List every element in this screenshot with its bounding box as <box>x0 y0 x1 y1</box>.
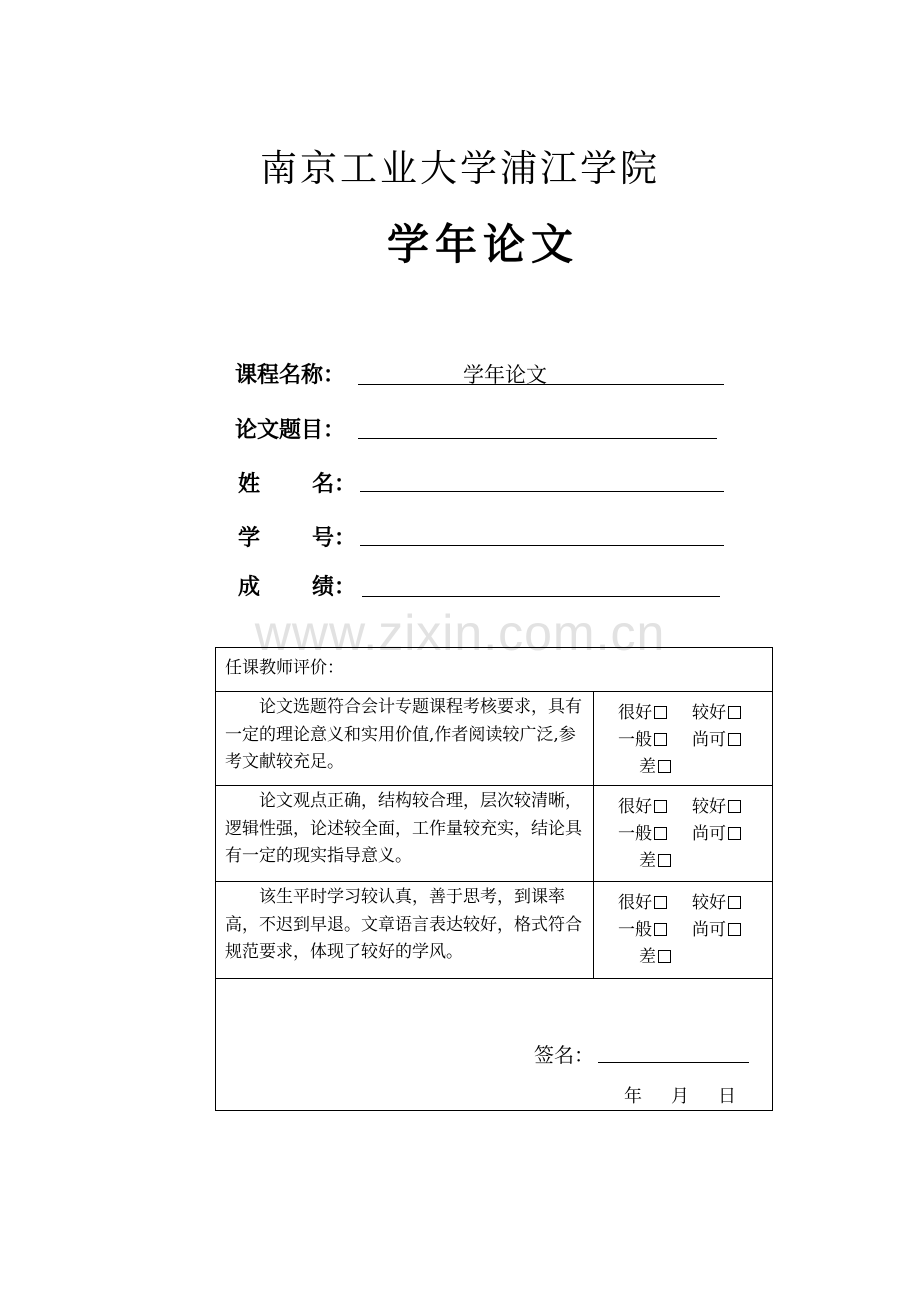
course-name-label: 课程名称： <box>235 363 346 388</box>
checkbox-icon[interactable] <box>658 854 671 867</box>
rating-label: 一般 <box>618 920 652 940</box>
student-id-label-second: 号： <box>312 526 357 551</box>
watermark: www.zixin.com.cn <box>254 605 666 661</box>
checkbox-icon[interactable] <box>654 800 667 813</box>
table-column-divider <box>593 691 594 978</box>
checkbox-icon[interactable] <box>658 950 671 963</box>
rating-label: 尚可 <box>692 920 726 940</box>
checkbox-icon[interactable] <box>654 923 667 936</box>
rating-label: 差 <box>639 757 656 777</box>
table-divider <box>216 785 772 786</box>
name-label-second: 名： <box>312 472 357 497</box>
rating-fair-3[interactable] <box>692 915 741 940</box>
table-divider <box>216 978 772 979</box>
rating-very-good-3[interactable] <box>618 888 667 913</box>
date-day-label: 日 <box>718 1086 736 1107</box>
name-underline <box>360 491 724 492</box>
checkbox-icon[interactable] <box>654 827 667 840</box>
rating-average-2[interactable] <box>618 819 667 844</box>
rating-poor-3[interactable] <box>639 942 671 967</box>
checkbox-icon[interactable] <box>654 896 667 909</box>
signature-label: 签名： <box>534 1043 594 1067</box>
signature-underline[interactable] <box>598 1062 749 1063</box>
rating-label: 尚可 <box>692 730 726 750</box>
checkbox-icon[interactable] <box>654 733 667 746</box>
table-divider <box>216 691 772 692</box>
rating-label: 较好 <box>692 797 726 817</box>
student-id-underline <box>360 545 724 546</box>
evaluation-comment-1: 论文选题符合会计专题课程考核要求，具有一定的理论意义和实用价值,作者阅读较广泛,参考文献较充足。 <box>225 697 582 772</box>
rating-label: 较好 <box>692 703 726 723</box>
evaluation-table <box>215 647 773 1111</box>
student-id-label-first: 学 <box>238 526 261 551</box>
checkbox-icon[interactable] <box>654 706 667 719</box>
evaluation-header: 任课教师评价： <box>225 658 344 678</box>
name-label-first: 姓 <box>238 472 261 497</box>
rating-label: 尚可 <box>692 824 726 844</box>
topic-underline <box>358 438 717 439</box>
rating-fair-2[interactable] <box>692 819 741 844</box>
rating-label: 很好 <box>618 893 652 913</box>
table-divider <box>216 881 772 882</box>
rating-label: 一般 <box>618 824 652 844</box>
rating-label: 很好 <box>618 797 652 817</box>
rating-label: 较好 <box>692 893 726 913</box>
rating-good-2[interactable] <box>692 792 741 817</box>
rating-average-1[interactable] <box>618 725 667 750</box>
checkbox-icon[interactable] <box>728 706 741 719</box>
date-year-label: 年 <box>624 1086 642 1107</box>
grade-underline <box>362 596 720 597</box>
school-name: 南京工业大学浦江学院 <box>260 147 660 190</box>
rating-good-1[interactable] <box>692 698 741 723</box>
checkbox-icon[interactable] <box>728 827 741 840</box>
evaluation-comment-2: 论文观点正确，结构较合理，层次较清晰，逻辑性强，论述较全面，工作量较充实，结论具有一定的现实指导意义。 <box>225 791 582 866</box>
evaluation-comment-3: 该生平时学习较认真，善于思考，到课率高，不迟到早退。文章语言表达较好，格式符合规范要求，体现了较好的学风。 <box>225 887 582 962</box>
rating-label: 差 <box>639 947 656 967</box>
topic-label: 论文题目： <box>235 418 346 443</box>
rating-average-3[interactable] <box>618 915 667 940</box>
date-month-label: 月 <box>671 1086 689 1107</box>
rating-label: 很好 <box>618 703 652 723</box>
rating-fair-1[interactable] <box>692 725 741 750</box>
checkbox-icon[interactable] <box>728 733 741 746</box>
document-title: 学年论文 <box>386 220 579 269</box>
rating-label: 一般 <box>618 730 652 750</box>
checkbox-icon[interactable] <box>728 896 741 909</box>
course-name-value: 学年论文 <box>463 363 547 387</box>
rating-label: 差 <box>639 851 656 871</box>
rating-poor-2[interactable] <box>639 846 671 871</box>
rating-very-good-1[interactable] <box>618 698 667 723</box>
rating-good-3[interactable] <box>692 888 741 913</box>
grade-label-second: 绩： <box>312 575 357 600</box>
rating-poor-1[interactable] <box>639 752 671 777</box>
checkbox-icon[interactable] <box>658 760 671 773</box>
rating-very-good-2[interactable] <box>618 792 667 817</box>
checkbox-icon[interactable] <box>728 923 741 936</box>
checkbox-icon[interactable] <box>728 800 741 813</box>
grade-label-first: 成 <box>238 575 261 600</box>
